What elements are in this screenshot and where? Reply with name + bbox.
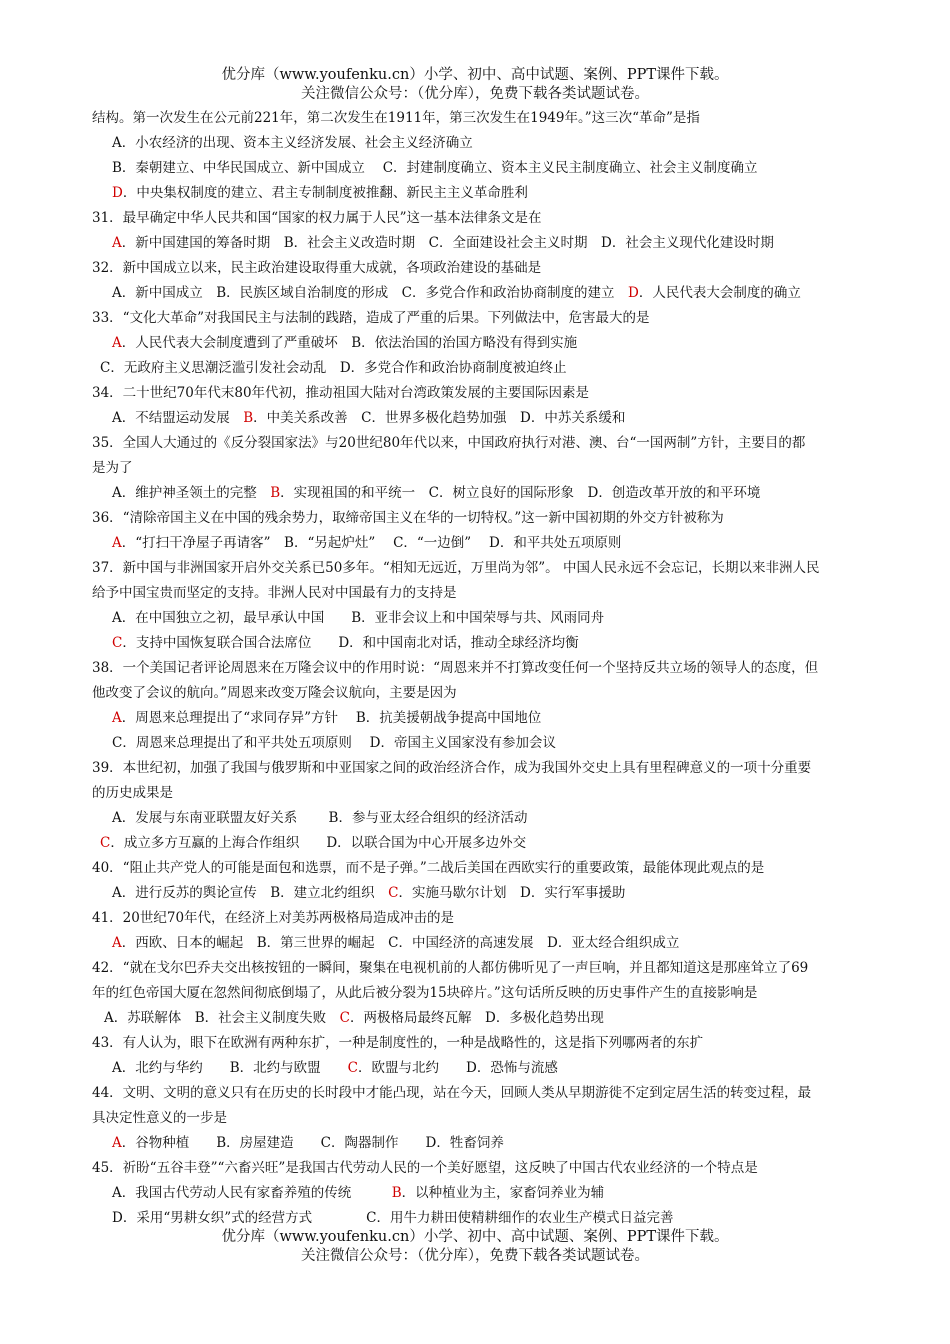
question-36-options: A．“打扫干净屋子再请客” B．“另起炉灶” C．“一边倒” D．和平共处五项原则 [112,535,622,551]
question-36-stem: 36．“清除帝国主义在中国的残余势力，取缔帝国主义在华的一切特权。”这一新中国初期的外交方针被称为 [92,510,724,526]
question-39-stem: 39．本世纪初，加强了我国与俄罗斯和中亚国家之间的政治经济合作，成为我国外交史上具有里程碑意义的一项十分重要 [92,760,812,776]
answer-key: C [347,1060,359,1076]
question-31-options: A．新中国建国的筹备时期 B．社会主义改造时期 C．全面建设社会主义时期 D．社会主义现代化建设时期 [112,235,774,251]
question-40-stem: 40．“阻止共产党人的可能是面包和选票，而不是子弹。”二战后美国在西欧实行的重要政策，最能体现此观点的是 [92,860,765,876]
question-38-stem-2: 他改变了会议的航向。”周恩来改变万隆会议航向，主要是因为 [92,685,457,701]
header-line-2: 关注微信公众号：（优分库），免费下载各类试题试卷。 [301,86,649,102]
question-37-stem-2: 给予中国宝贵而坚定的支持。非洲人民对中国最有力的支持是 [92,585,457,601]
exam-content [92,106,862,1231]
footer-line-1: 优分库（www.youfenku.cn）小学、初中、高中试题、案例、PPT课件下载。 [221,1229,729,1245]
question-45-options-ab: A．我国古代劳动人民有家畜养殖的传统 B．以种植业为主，家畜饲养业为辅 [112,1185,605,1201]
question-37-options-ab: A．在中国独立之初，最早承认中国 B．亚非会议上和中国荣辱与共、风雨同舟 [112,610,605,626]
question-39-stem-2: 的历史成果是 [92,785,173,801]
question-35-stem-2: 是为了 [92,460,133,476]
question-43-stem: 43．有人认为，眼下在欧洲有两种东扩，一种是制度性的，一种是战略性的，这是指下列哪两者的东扩 [92,1035,704,1051]
header-line-1: 优分库（www.youfenku.cn）小学、初中、高中试题、案例、PPT课件下载。 [221,67,729,83]
question-33-options-ab: A．人民代表大会制度遭到了严重破坏 B．依法治国的治国方略没有得到实施 [112,335,578,351]
question-44-stem: 44．文明、文明的意义只有在历史的长时段中才能凸现，站在今天，回顾人类从早期游徙不定到定居生活的转变过程，最 [92,1085,812,1101]
footer-line-2: 关注微信公众号：（优分库），免费下载各类试题试卷。 [301,1248,649,1264]
question-34-options: A．不结盟运动发展 B．中美关系改善 C．世界多极化趋势加强 D．中苏关系缓和 [112,410,626,426]
question-41-options: A．西欧、日本的崛起 B．第三世界的崛起 C．中国经济的高速发展 D．亚太经合组织成立 [112,935,680,951]
question-41-stem: 41．20世纪70年代，在经济上对美苏两极格局造成冲击的是 [92,910,455,926]
question-44-stem-2: 具决定性意义的一步是 [92,1110,227,1126]
question-35-options: A．维护神圣领土的完整 B．实现祖国的和平统一 C．树立良好的国际形象 D．创造改革开放的和平环境 [112,485,761,501]
question-38-stem: 38．一个美国记者评论周恩来在万隆会议中的作用时说：“周恩来并不打算改变任何一个坚持反共立场的领导人的态度，但 [92,660,819,676]
question-37-options-cd: C．支持中国恢复联合国合法席位 D．和中国南北对话，推动全球经济均衡 [112,635,579,651]
question-32-options: A．新中国成立 B．民族区域自治制度的形成 C．多党合作和政治协商制度的建立 D．人民代表大会制度的确立 [112,285,801,301]
question-43-options: A．北约与华约 B．北约与欧盟 C．欧盟与北约 D．恐怖与流感 [112,1060,558,1076]
question-42-options: A．苏联解体 B．社会主义制度失败 C．两极格局最终瓦解 D．多极化趋势出现 [104,1010,604,1026]
question-31-stem: 31．最早确定中华人民共和国“国家的权力属于人民”这一基本法律条文是在 [92,210,542,226]
question-39-options-cd: C．成立多方互赢的上海合作组织 D．以联合国为中心开展多边外交 [100,835,527,851]
answer-key: A [112,935,122,951]
answer-key: D [112,185,123,201]
answer-key: A [112,335,122,351]
answer-key: D [628,285,639,301]
question-35-stem: 35．全国人大通过的《反分裂国家法》与20世纪80年代以来，中国政府执行对港、澳、台“一国两制”方针，主要目的都 [92,435,806,451]
question-33-options-cd: C．无政府主义思潮泛滥引发社会动乱 D．多党合作和政治协商制度被迫终止 [100,360,567,376]
answer-key: A [112,535,122,551]
question-42-stem-2: 年的红色帝国大厦在忽然间彻底倒塌了，从此后被分裂为15块碎片。”这句话所反映的历史事件产生的直接影响是 [92,985,758,1001]
question-44-options: A．谷物种植 B．房屋建造 C．陶器制作 D．牲畜饲养 [112,1135,504,1151]
page-header [0,66,950,104]
answer-key: C [112,635,123,651]
question-42-stem: 42．“就在戈尔巴乔夫交出核按钮的一瞬间，聚集在电视机前的人都仿佛听见了一声巨响，并且都知道这是那座耸立了69 [92,960,809,976]
question-45-stem: 45．祈盼“五谷丰登”“六畜兴旺”是我国古代劳动人民的一个美好愿望，这反映了中国古代农业经济的一个特点是 [92,1160,758,1176]
question-33-stem: 33．“文化大革命”对我国民主与法制的践踏，造成了严重的后果。下列做法中，危害最大的是 [92,310,650,326]
question-37-stem: 37．新中国与非洲国家开启外交关系已50多年。“相知无远近，万里尚为邻”。 中国人民永远不会忘记，长期以来非洲人民 [92,560,820,576]
question-34-stem: 34．二十世纪70年代末80年代初，推动祖国大陆对台湾政策发展的主要国际因素是 [92,385,590,401]
question-38-options-ab: A．周恩来总理提出了“求同存异”方针 B．抗美援朝战争提高中国地位 [112,710,542,726]
answer-key: B [391,1185,402,1201]
answer-key: C [100,835,111,851]
question-40-options: A．进行反苏的舆论宣传 B．建立北约组织 C．实施马歇尔计划 D．实行军事援助 [112,885,626,901]
answer-key: C [339,1010,351,1026]
answer-key: B [243,410,254,426]
question-30-option-a: A．小农经济的出现、资本主义经济发展、社会主义经济确立 [112,135,473,151]
question-30-option-b-c: B．秦朝建立、中华民国成立、新中国成立 C．封建制度确立、资本主义民主制度确立、社会主义制度确立 [112,160,758,176]
page-footer [0,1228,950,1266]
question-39-options-ab: A．发展与东南亚联盟友好关系 B．参与亚太经合组织的经济活动 [112,810,528,826]
answer-key: A [112,1135,122,1151]
question-32-stem: 32．新中国成立以来，民主政治建设取得重大成就，各项政治建设的基础是 [92,260,542,276]
answer-key: B [270,485,281,501]
answer-key: A [112,235,122,251]
answer-key: C [388,885,399,901]
answer-key: A [112,710,122,726]
question-38-options-cd: C．周恩来总理提出了和平共处五项原则 D．帝国主义国家没有参加会议 [112,735,556,751]
question-30-stem-tail: 结构。第一次发生在公元前221年，第二次发生在1911年，第三次发生在1949年。”这三次“革命”是指 [92,110,700,126]
question-45-options-dc: D．采用“男耕女织”式的经营方式 C．用牛力耕田使精耕细作的农业生产模式日益完善 [112,1210,674,1226]
question-30-option-d: D．中央集权制度的建立、君主专制制度被推翻、新民主主义革命胜利 [112,185,528,201]
